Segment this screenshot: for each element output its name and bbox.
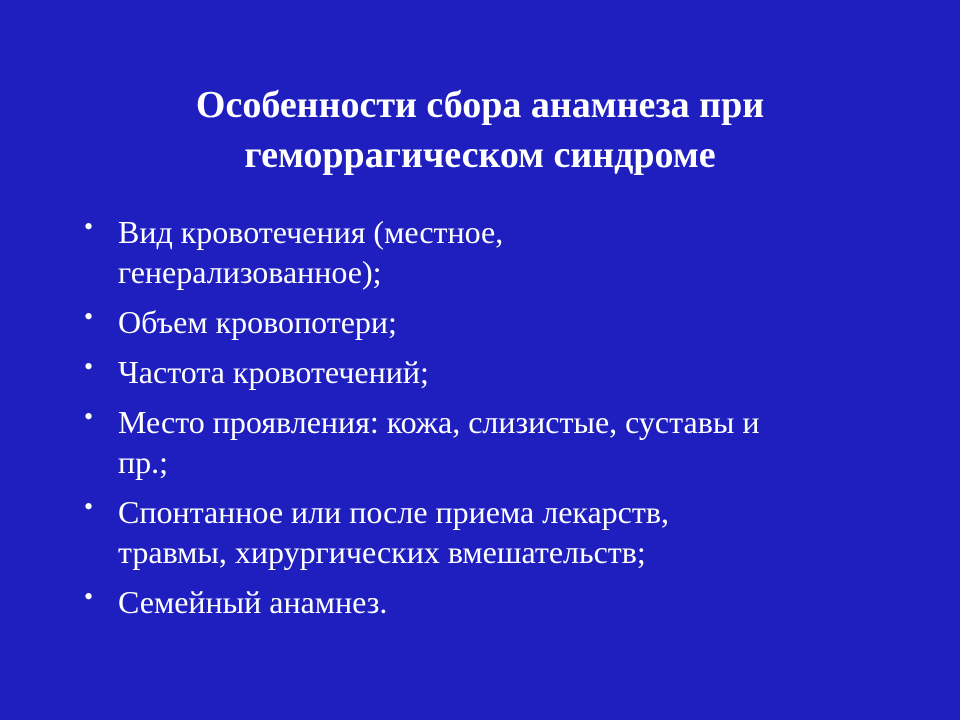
bullet-item: [84, 492, 884, 572]
bullet-text-line: Частота кровотечений;: [118, 354, 429, 390]
bullet-list: [84, 212, 884, 632]
bullet-icon: •: [84, 352, 94, 381]
bullet-text-line: пр.;: [118, 444, 169, 480]
slide-title-line: Особенности сбора анамнеза при: [195, 84, 765, 126]
bullet-icon: •: [84, 582, 94, 611]
bullet-text-line: Объем кровопотери;: [118, 304, 397, 340]
slide-title: [60, 80, 900, 180]
bullet-text-line: Место проявления: кожа, слизистые, суставы и: [118, 404, 760, 440]
bullet-text-line: Спонтанное или после приема лекарств,: [118, 494, 669, 530]
bullet-item: [84, 352, 884, 392]
bullet-icon: •: [84, 492, 94, 521]
bullet-icon: •: [84, 212, 94, 241]
bullet-text-line: Семейный анамнез.: [118, 584, 388, 620]
bullet-item: [84, 212, 884, 292]
bullet-text-line: травмы, хирургических вмешательств;: [118, 534, 646, 570]
bullet-item: [84, 582, 884, 622]
slide-title-line: геморрагическом синдроме: [244, 134, 716, 176]
bullet-item: [84, 402, 884, 482]
bullet-text-line: Вид кровотечения (местное,: [118, 214, 504, 250]
bullet-text-line: генерализованное);: [118, 254, 382, 290]
bullet-item: [84, 302, 884, 342]
bullet-icon: •: [84, 302, 94, 331]
bullet-icon: •: [84, 402, 94, 431]
